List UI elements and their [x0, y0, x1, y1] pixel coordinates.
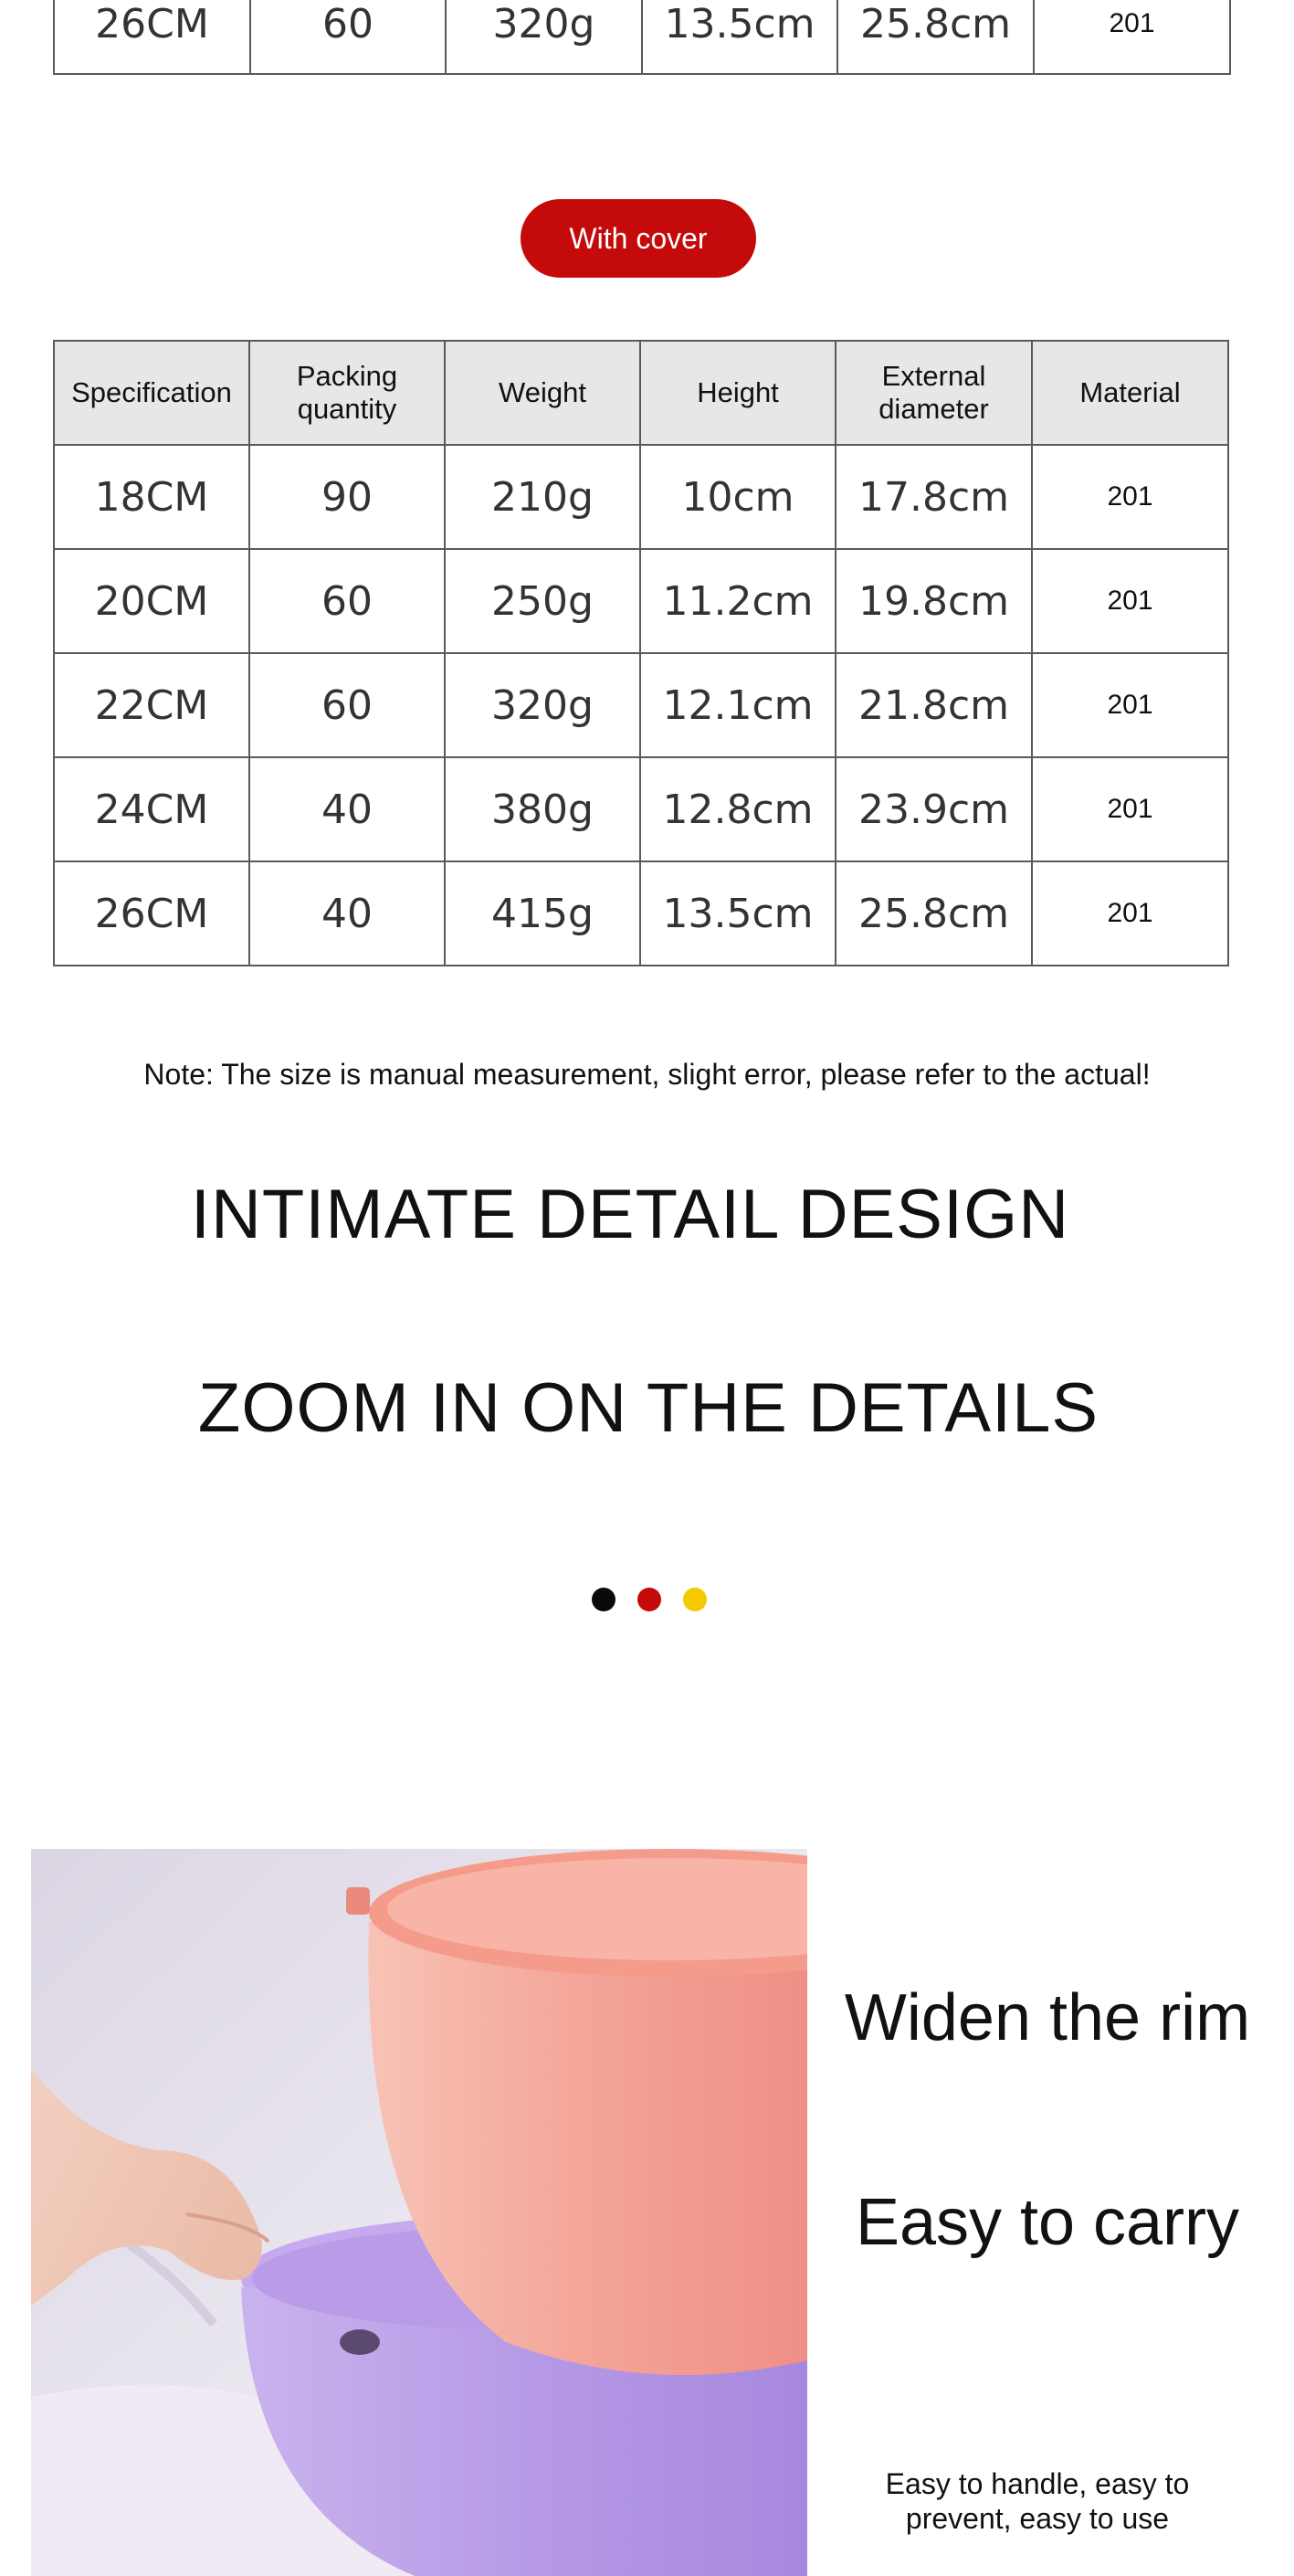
- size-note: Note: The size is manual measurement, slight error, please refer to the actual!: [143, 1058, 1151, 1091]
- cell-qty: 60: [249, 653, 445, 757]
- cell-qty: 60: [249, 549, 445, 653]
- dot-yellow: [683, 1588, 707, 1611]
- header-external-diameter: [836, 341, 1032, 445]
- header-specification: Specification: [54, 341, 249, 445]
- heading-zoom-details: ZOOM IN ON THE DETAILS: [197, 1369, 1099, 1447]
- cell-diameter: 19.8cm: [836, 549, 1032, 653]
- cell-qty: 40: [249, 757, 445, 861]
- cell-spec: 18CM: [54, 445, 249, 549]
- table-row: [54, 757, 1228, 861]
- cell-diameter: 21.8cm: [836, 653, 1032, 757]
- feature-caption: Easy to handle, easy to prevent, easy to use: [885, 2467, 1190, 2535]
- product-photo: [31, 1849, 807, 2576]
- cell-material: 201: [1032, 653, 1228, 757]
- cell-material: 201: [1032, 445, 1228, 549]
- header-material: Material: [1032, 341, 1228, 445]
- heading-intimate-detail: INTIMATE DETAIL DESIGN: [190, 1176, 1070, 1253]
- with-cover-badge: With cover: [521, 199, 756, 278]
- cell-height: 12.1cm: [640, 653, 836, 757]
- cell-height: 10cm: [640, 445, 836, 549]
- cell-height: 13.5cm: [640, 861, 836, 966]
- header-weight: Weight: [445, 341, 640, 445]
- cell-material: 201: [1034, 0, 1230, 74]
- table-row: [54, 549, 1228, 653]
- header-packing-quantity: [249, 341, 445, 445]
- cell-qty: 40: [249, 861, 445, 966]
- table-row: [54, 0, 1230, 74]
- feature-title-rim: Widen the rim: [844, 1981, 1251, 2054]
- cell-height: 13.5cm: [642, 0, 837, 74]
- cell-weight: 210g: [445, 445, 640, 549]
- cell-height: 12.8cm: [640, 757, 836, 861]
- cell-height: 11.2cm: [640, 549, 836, 653]
- header-external-diameter-label: External diameter: [878, 360, 989, 425]
- cell-qty: 90: [249, 445, 445, 549]
- cell-weight: 320g: [445, 653, 640, 757]
- cell-diameter: 25.8cm: [836, 861, 1032, 966]
- header-height: Height: [640, 341, 836, 445]
- table-header-row: [54, 341, 1228, 445]
- dot-black: [592, 1588, 615, 1611]
- spec-table: [53, 340, 1229, 966]
- feature-title-carry: Easy to carry: [855, 2186, 1240, 2259]
- cell-weight: 415g: [445, 861, 640, 966]
- table-row: [54, 861, 1228, 966]
- bowls-illustration: [31, 1849, 807, 2576]
- top-spec-table: [53, 0, 1231, 75]
- cell-qty: 60: [250, 0, 446, 74]
- dot-red: [637, 1588, 661, 1611]
- cell-spec: 24CM: [54, 757, 249, 861]
- cell-material: 201: [1032, 861, 1228, 966]
- header-packing-quantity-label: Packing quantity: [296, 360, 398, 425]
- cell-weight: 250g: [445, 549, 640, 653]
- cell-material: 201: [1032, 549, 1228, 653]
- cell-spec: 20CM: [54, 549, 249, 653]
- cell-weight: 320g: [446, 0, 642, 74]
- cell-material: 201: [1032, 757, 1228, 861]
- cell-spec: 26CM: [54, 861, 249, 966]
- cell-spec: 22CM: [54, 653, 249, 757]
- cell-diameter: 17.8cm: [836, 445, 1032, 549]
- table-row: [54, 445, 1228, 549]
- color-dots: [592, 1588, 707, 1611]
- table-row: [54, 653, 1228, 757]
- cell-spec: 26CM: [54, 0, 250, 74]
- cell-weight: 380g: [445, 757, 640, 861]
- cell-diameter: 25.8cm: [837, 0, 1034, 74]
- cell-diameter: 23.9cm: [836, 757, 1032, 861]
